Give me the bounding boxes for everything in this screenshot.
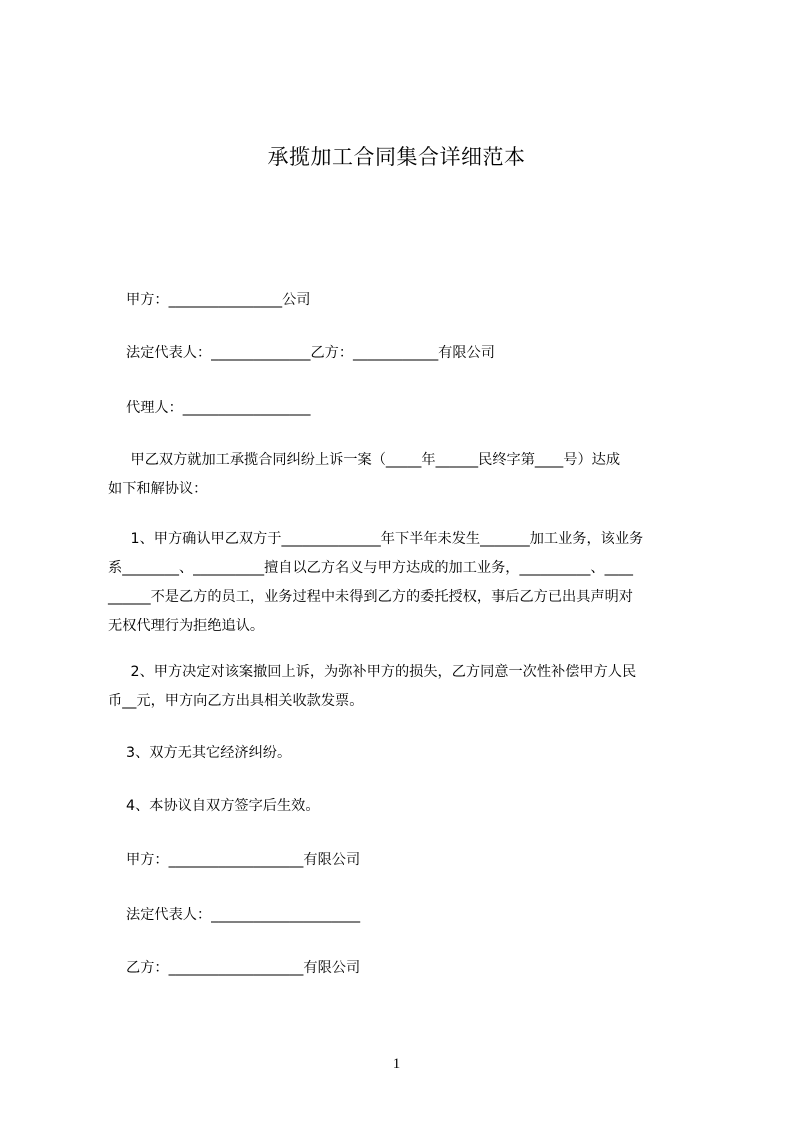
- legal-rep-party-b-line: 法定代表人：______________乙方：____________有限公司: [108, 345, 495, 361]
- intro-line-1: 甲乙双方就加工承揽合同纠纷上诉一案（_____年______民终字第____号）达成: [108, 452, 621, 468]
- document-title: 承揽加工合同集合详细范本: [267, 145, 526, 169]
- clause-1-line-4: 无权代理行为拒绝追认。: [108, 618, 265, 634]
- clause-2-line-1: 2、甲方决定对该案撤回上诉，为弥补甲方的损失，乙方同意一次性补偿甲方人民: [108, 664, 637, 680]
- clause-1-line-3: ______不是乙方的员工，业务过程中未得到乙方的委托授权，事后乙方已出具声明对: [108, 589, 633, 605]
- clause-1-paragraph: [108, 525, 708, 641]
- clause-1-line-1: 1、甲方确认甲乙双方于______________年下半年未发生_______加工业务，该业务: [108, 531, 644, 547]
- agent-line: 代理人：__________________: [108, 400, 311, 416]
- signature-party-b: 乙方：___________________有限公司: [108, 960, 361, 976]
- party-a-line: 甲方：________________公司: [108, 292, 311, 308]
- intro-line-2: 如下和解协议：: [108, 481, 208, 497]
- page-number: 1: [392, 1056, 401, 1072]
- clause-4: 4、本协议自双方签字后生效。: [108, 798, 320, 814]
- clause-2-line-2: 币__元，甲方向乙方出具相关收款发票。: [108, 693, 364, 709]
- clause-1-line-2: 系________、__________擅自以乙方名义与甲方达成的加工业务，__________、____: [108, 560, 633, 576]
- signature-party-a: 甲方：___________________有限公司: [108, 852, 361, 868]
- clause-3: 3、双方无其它经济纠纷。: [108, 745, 292, 761]
- signature-legal-rep: 法定代表人：_____________________: [108, 907, 361, 923]
- clause-2-paragraph: [108, 658, 708, 716]
- intro-paragraph: [108, 446, 708, 504]
